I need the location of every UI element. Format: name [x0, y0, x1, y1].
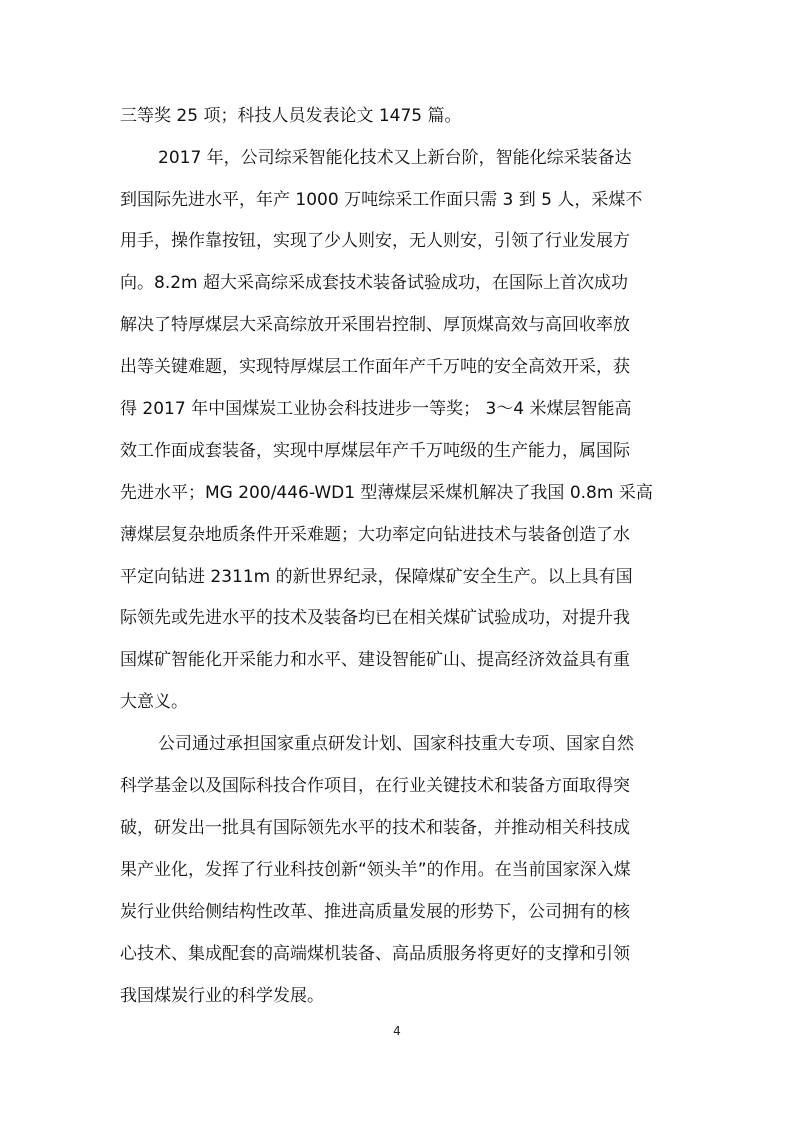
text-line-10: 先进水平；MG 200/446-WD1 型薄煤层采煤机解决了我国 0.8m 采高 [120, 483, 653, 503]
text-line-5: 向。8.2m 超大采高综采成套技术装备试验成功，在国际上首次成功 [120, 273, 628, 293]
text-line-9: 效工作面成套装备，实现中厚煤层年产千万吨级的生产能力，属国际 [120, 441, 630, 461]
text-line-13: 际领先或先进水平的技术及装备均已在相关煤矿试验成功，对提升我 [120, 608, 630, 628]
text-line-17: 科学基金以及国际科技合作项目，在行业关键技术和装备方面取得突 [120, 776, 630, 796]
text-line-12: 平定向钻进 2311m 的新世界纪录，保障煤矿安全生产。以上具有国 [120, 567, 633, 587]
page-number: 4 [393, 1024, 401, 1038]
text-line-4: 用手，操作靠按钮，实现了少人则安，无人则安，引领了行业发展方 [120, 231, 630, 251]
text-line-8: 得 2017 年中国煤炭工业协会科技进步一等奖； 3～4 米煤层智能高 [120, 399, 632, 419]
text-line-20: 炭行业供给侧结构性改革、推进高质量发展的形势下，公司拥有的核 [120, 902, 630, 922]
text-line-15: 大意义。 [120, 692, 188, 712]
text-line-14: 国煤矿智能化开采能力和水平、建设智能矿山、提高经济效益具有重 [120, 650, 630, 670]
text-line-3: 到国际先进水平，年产 1000 万吨综采工作面只需 3 到 5 人，采煤不 [120, 190, 643, 210]
text-line-16: 公司通过承担国家重点研发计划、国家科技重大专项、国家自然 [158, 734, 634, 754]
text-line-1: 三等奖 25 项；科技人员发表论文 1475 篇。 [120, 106, 462, 126]
text-line-11: 薄煤层复杂地质条件开采难题；大功率定向钻进技术与装备创造了水 [120, 525, 630, 545]
text-line-22: 我国煤炭行业的科学发展。 [120, 986, 324, 1006]
text-line-6: 解决了特厚煤层大采高综放开采围岩控制、厚顶煤高效与高回收率放 [120, 315, 630, 335]
text-line-21: 心技术、集成配套的高端煤机装备、高品质服务将更好的支撑和引领 [120, 944, 630, 964]
text-line-2: 2017 年，公司综采智能化技术又上新台阶，智能化综采装备达 [158, 148, 632, 168]
text-line-19: 果产业化，发挥了行业科技创新“领头羊”的作用。在当前国家深入煤 [120, 860, 631, 880]
text-line-7: 出等关键难题，实现特厚煤层工作面年产千万吨的安全高效开采，获 [120, 357, 630, 377]
text-line-18: 破，研发出一批具有国际领先水平的技术和装备，并推动相关科技成 [120, 818, 630, 838]
